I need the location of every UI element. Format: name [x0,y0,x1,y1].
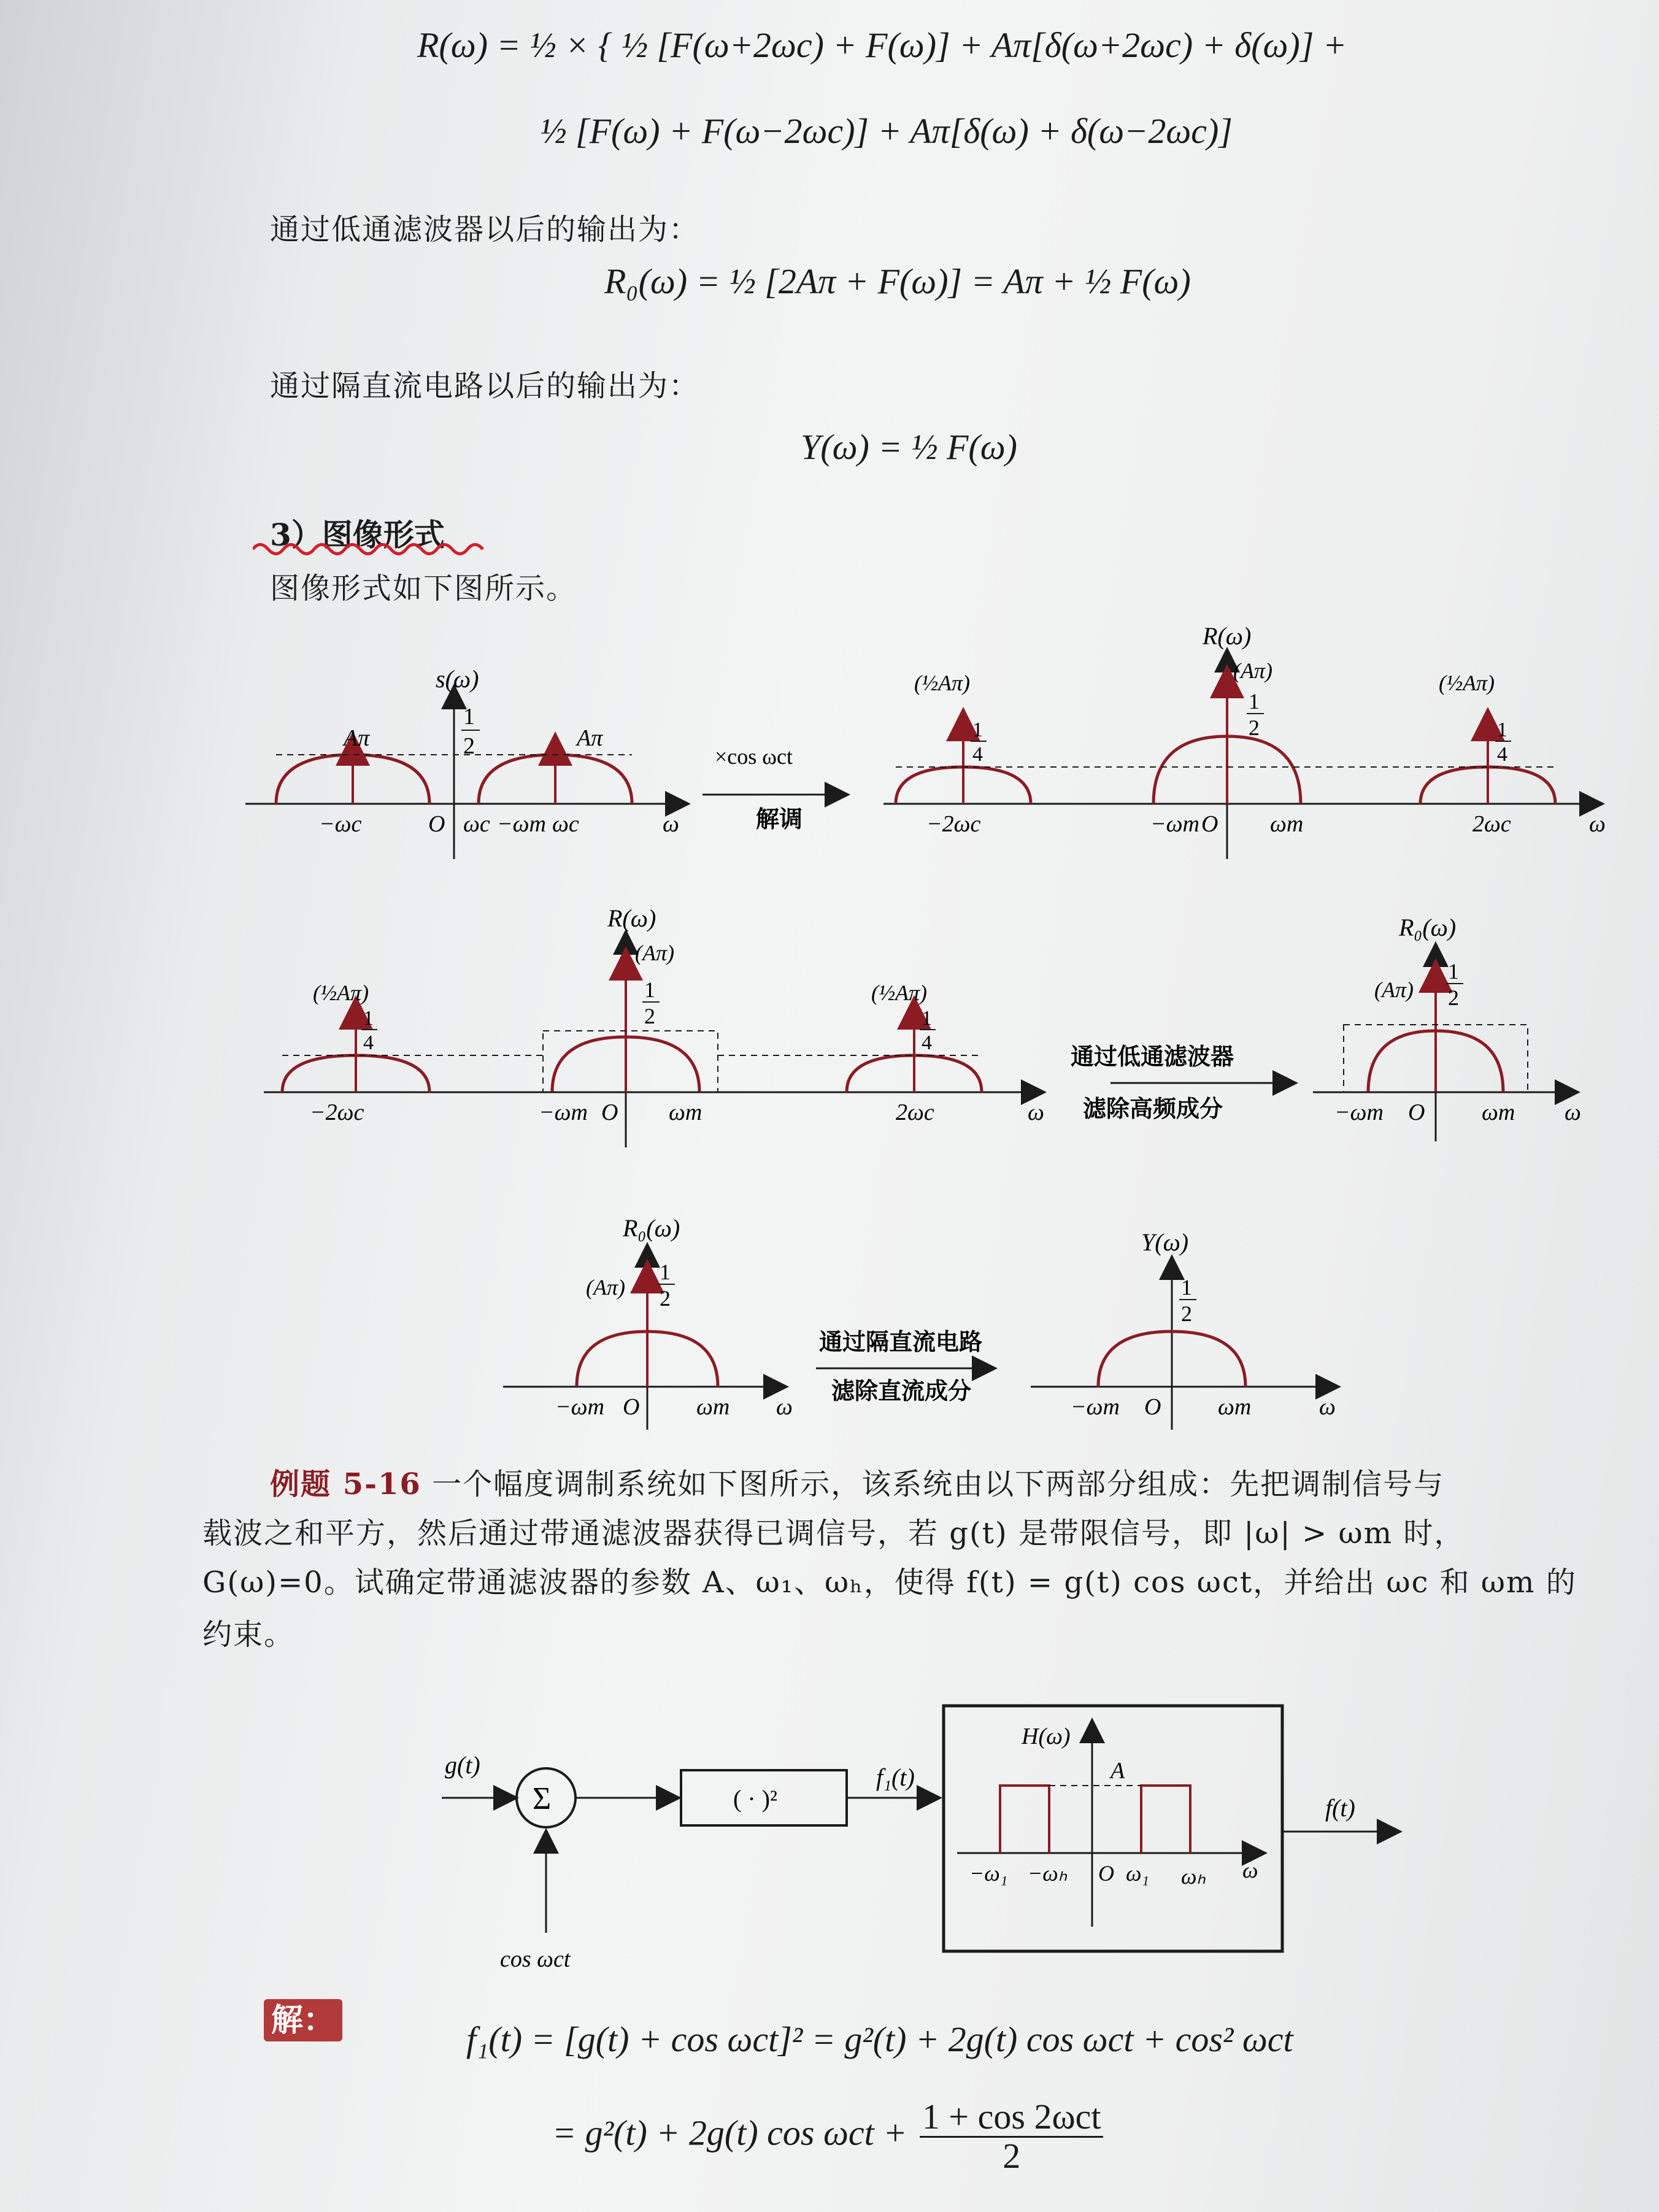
svg-text:4: 4 [363,1031,374,1054]
example-line1: 例题 5-16 一个幅度调制系统如下图所示，该系统由以下两部分组成：先把调制信号与 [270,1467,1445,1501]
svg-text:1: 1 [363,1007,374,1030]
g-label: g(t) [445,1751,480,1779]
svg-text:O: O [1098,1861,1114,1886]
svg-text:通过隔直流电路: 通过隔直流电路 [819,1328,983,1355]
svg-text:Y(ω): Y(ω) [1141,1228,1189,1256]
svg-text:−ωm: −ωm [1150,811,1199,837]
svg-text:滤除高频成分: 滤除高频成分 [1083,1095,1223,1122]
text-lpf-output: 通过低通滤波器以后的输出为： [270,212,700,247]
text-dc-output: 通过隔直流电路以后的输出为： [270,369,700,403]
example-line2: 载波之和平方，然后通过带通滤波器获得已调信号，若 g(t) 是带限信号，即 |ω| > ωm 时， [202,1516,1465,1551]
svg-text:2: 2 [644,1004,655,1028]
solution-line2: = g²(t) + 2g(t) cos ωct + $\frac{\text{1 + cos 2ωct}}{2}$ [552,2098,1107,2175]
svg-text:2: 2 [660,1286,671,1311]
svg-text:ωm: ωm [1270,811,1304,837]
svg-text:2: 2 [1181,1301,1192,1326]
svg-text:2: 2 [1249,715,1260,740]
svg-text:R₀(ω): R₀(ω) [623,1214,680,1242]
svg-text:1: 1 [1181,1275,1192,1300]
svg-text:(Aπ): (Aπ) [635,941,675,965]
svg-text:4: 4 [1497,743,1507,766]
f1-label: f₁(t) [876,1763,915,1791]
figure-lpf-spectrum [258,908,1595,1166]
svg-text:滤除直流成分: 滤除直流成分 [831,1378,972,1405]
svg-text:ωₕ: ωₕ [1181,1864,1206,1889]
bandpass-filter-box [944,1706,1282,1951]
svg-text:2: 2 [463,733,475,759]
svg-text:1: 1 [972,719,983,741]
svg-text:−2ωc: −2ωc [926,811,981,837]
svg-text:O: O [601,1100,618,1125]
svg-text:−ωc: −ωc [319,811,362,837]
svg-text:O: O [428,811,445,837]
svg-text:(Aπ): (Aπ) [1233,658,1273,683]
figure-modulation-spectrum [233,614,1632,871]
svg-text:1: 1 [660,1260,671,1284]
svg-text:1: 1 [463,704,475,730]
svg-text:2ωc: 2ωc [1472,811,1511,837]
example-line3: G(ω)=0。试确定带通滤波器的参数 A、ω₁、ωₕ，使得 f(t) = g(t) cos ωct，并给出 ωc 和 ωm 的 [202,1565,1577,1600]
svg-text:解调: 解调 [756,806,803,833]
svg-text:1: 1 [644,977,655,1002]
example-label: 例题 5-16 [270,1467,421,1501]
svg-text:ω: ω [1028,1100,1044,1125]
svg-text:ωm: ωm [696,1394,730,1420]
svg-text:1: 1 [1497,719,1507,741]
svg-text:O: O [1408,1100,1425,1125]
svg-text:(½Aπ): (½Aπ) [1439,671,1495,695]
figure-dc-block-spectrum [491,1203,1374,1436]
svg-text:H(ω): H(ω) [1022,1724,1071,1749]
f-label: f(t) [1325,1794,1355,1822]
svg-text:Aπ: Aπ [344,725,370,751]
svg-text:通过低通滤波器: 通过低通滤波器 [1071,1043,1234,1070]
svg-text:2ωc: 2ωc [896,1100,934,1125]
svg-text:4: 4 [922,1031,932,1054]
svg-text:1: 1 [922,1007,932,1030]
svg-text:( · )²: ( · )² [733,1785,777,1813]
svg-text:O: O [623,1394,640,1420]
equation-r-omega-line1: R(ω) = ½ × { ½ [F(ω+2ωc) + F(ω)] + Aπ[δ(ω+2ωc) + δ(ω)] + [417,25,1347,65]
equation-r0: R₀(ω) = ½ [2Aπ + F(ω)] = Aπ + ½ F(ω) [604,261,1191,301]
svg-text:ωm: ωm [669,1100,702,1125]
svg-text:−ωm: −ωm [539,1100,588,1125]
svg-text:ωc: ωc [552,811,579,837]
svg-text:O: O [1201,811,1218,837]
svg-text:ω: ω [1242,1858,1258,1883]
solution-label: 解： [264,1994,342,2040]
svg-text:−ωₕ: −ωₕ [1028,1861,1068,1886]
svg-text:ω: ω [776,1394,793,1420]
svg-text:ωc: ωc [463,811,490,837]
svg-text:−ωm: −ωm [1334,1100,1384,1125]
svg-text:ω: ω [1565,1100,1581,1125]
svg-text:1: 1 [1448,959,1459,984]
svg-text:(Aπ): (Aπ) [1374,977,1414,1002]
svg-text:A: A [1110,1758,1125,1784]
svg-text:R₀(ω): R₀(ω) [1399,914,1457,941]
block-diagram [429,1694,1472,1976]
svg-text:(½Aπ): (½Aπ) [914,671,971,695]
svg-text:R(ω): R(ω) [1203,622,1252,650]
svg-text:ω: ω [663,811,679,837]
svg-text:(½Aπ): (½Aπ) [313,981,369,1005]
svg-text:(½Aπ): (½Aπ) [871,981,928,1005]
svg-text:−ωm: −ωm [1071,1394,1120,1420]
equation-y: Y(ω) = ½ F(ω) [801,427,1017,467]
equation-r-omega-line2: ½ [F(ω) + F(ω−2ωc)] + Aπ[δ(ω) + δ(ω−2ωc)] [540,111,1233,151]
svg-text:2: 2 [1448,985,1459,1010]
svg-text:ω: ω [1319,1394,1336,1420]
red-wavy-underline [253,540,498,558]
solution-line1: f₁(t) = [g(t) + cos ωct]² = g²(t) + 2g(t) cos ωct + cos² ωct [466,2019,1293,2059]
s-omega-label: s(ω) [436,665,479,693]
example-line4: 约束。 [202,1617,295,1652]
svg-text:O: O [1144,1394,1161,1420]
cos-label: cos ωct [500,1946,571,1972]
svg-text:Aπ: Aπ [577,725,603,751]
svg-text:−2ωc: −2ωc [310,1100,364,1125]
svg-text:(Aπ): (Aπ) [586,1275,626,1300]
svg-text:ω: ω [1589,811,1606,837]
svg-text:ω₁: ω₁ [1126,1861,1149,1886]
svg-text:ωm: ωm [1218,1394,1252,1420]
section-description: 图像形式如下图所示。 [270,571,577,606]
svg-text:−ωm: −ωm [555,1394,604,1420]
sigma-symbol: Σ [533,1781,552,1816]
svg-text:−ωm: −ωm [497,811,546,837]
svg-text:4: 4 [972,743,983,766]
svg-text:ωm: ωm [1482,1100,1515,1125]
section-heading: 3）图像形式 [270,517,445,553]
svg-text:×cos ωct: ×cos ωct [715,744,793,769]
svg-text:R(ω): R(ω) [607,908,656,932]
svg-text:1: 1 [1249,689,1260,714]
svg-text:−ω₁: −ω₁ [969,1861,1008,1886]
